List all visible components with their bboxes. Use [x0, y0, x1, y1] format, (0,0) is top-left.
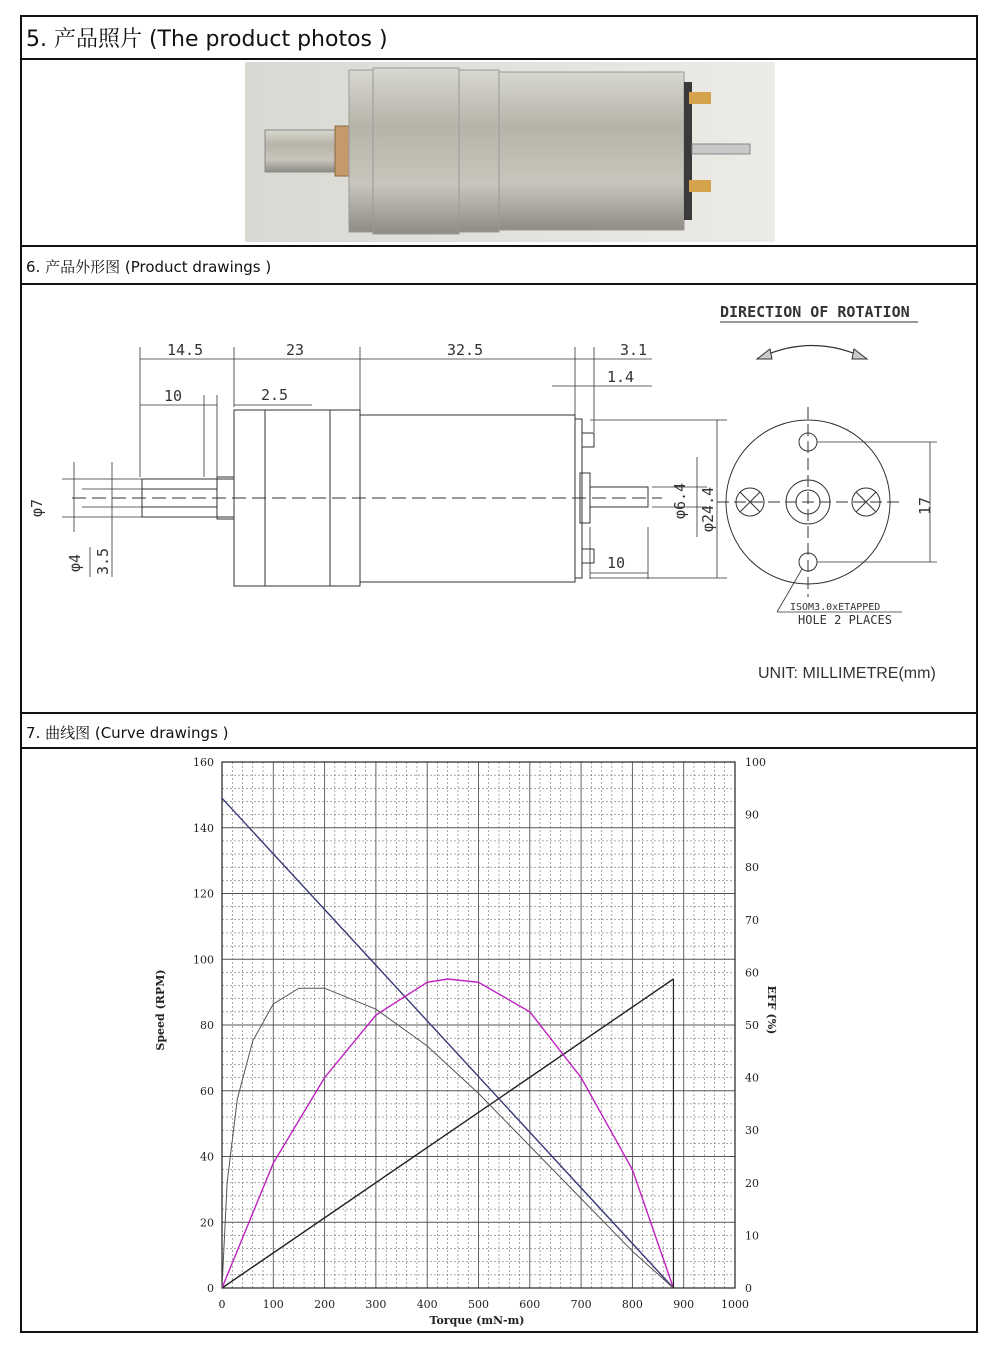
- y-right-tick-label: 100: [745, 756, 766, 769]
- y-left-tick-label: 100: [193, 953, 214, 967]
- y-right-tick-label: 70: [745, 913, 759, 927]
- y-left-tick-label: 160: [193, 756, 214, 769]
- hole-note-line1: ISOM3.0xETAPPED: [790, 602, 881, 613]
- y-left-tick-label: 120: [193, 887, 214, 901]
- y-axis-label-left: Speed (RPM): [154, 969, 167, 1051]
- dim-14-5: 14.5: [167, 341, 204, 359]
- chart-grid: [222, 762, 735, 1288]
- section-title-curves: 7. 曲线图 (Curve drawings ): [26, 724, 229, 742]
- dim-3-5: 3.5: [94, 547, 112, 575]
- y-left-tick-label: 20: [200, 1216, 214, 1230]
- dim-32-5: 32.5: [447, 341, 484, 359]
- x-tick-label: 600: [519, 1298, 541, 1311]
- y-left-tick-label: 140: [193, 821, 214, 835]
- x-tick-label: 1000: [721, 1298, 749, 1311]
- dim-10-bottom: 10: [607, 554, 626, 572]
- product-drawing: [22, 287, 977, 710]
- dim-23: 23: [286, 341, 305, 359]
- y-right-tick-label: 10: [745, 1229, 759, 1243]
- section-header-photos: [20, 15, 978, 60]
- direction-label: DIRECTION OF ROTATION: [720, 303, 910, 321]
- y-right-tick-label: 80: [745, 861, 759, 875]
- dim-phi6-4: φ6.4: [671, 482, 689, 519]
- performance-chart: [22, 750, 977, 1330]
- dim-phi24-4: φ24.4: [699, 486, 717, 532]
- hole-note-line2: HOLE 2 PLACES: [798, 613, 892, 627]
- y-right-tick-label: 20: [745, 1176, 759, 1190]
- y-left-tick-label: 0: [207, 1282, 214, 1295]
- x-tick-label: 800: [621, 1298, 643, 1311]
- y-right-tick-label: 40: [745, 1071, 759, 1085]
- section-title-photos: 5. 产品照片 (The product photos ): [26, 27, 388, 52]
- dim-phi7: φ7: [28, 498, 46, 517]
- section-header-curves: [20, 712, 978, 749]
- section-title-drawings: 6. 产品外形图 (Product drawings ): [26, 258, 272, 276]
- unit-label: UNIT: MILLIMETRE(mm): [758, 665, 936, 682]
- x-tick-label: 0: [218, 1298, 226, 1311]
- product-photo: [245, 62, 775, 242]
- y-right-tick-label: 90: [745, 808, 759, 822]
- y-right-tick-label: 30: [745, 1124, 759, 1138]
- x-tick-label: 300: [365, 1298, 387, 1311]
- section-header-drawings: [20, 245, 978, 285]
- dim-3-1: 3.1: [620, 341, 648, 359]
- y-axis-label-right: EFF (%): [765, 985, 778, 1035]
- x-tick-label: 500: [468, 1298, 489, 1311]
- y-left-tick-label: 40: [200, 1150, 214, 1164]
- dim-1-4: 1.4: [607, 368, 635, 386]
- y-left-tick-label: 60: [200, 1084, 214, 1098]
- y-right-tick-label: 60: [745, 966, 759, 980]
- x-axis-label: Torque (mN-m): [429, 1314, 525, 1327]
- dim-2-5: 2.5: [261, 386, 289, 404]
- x-tick-label: 200: [314, 1298, 336, 1311]
- dim-10-top: 10: [164, 387, 183, 405]
- x-tick-label: 400: [416, 1298, 438, 1311]
- x-tick-label: 700: [570, 1298, 592, 1311]
- end-view: [717, 346, 937, 613]
- dim-17: 17: [916, 496, 934, 515]
- x-tick-label: 100: [262, 1298, 284, 1311]
- x-tick-label: 900: [673, 1298, 695, 1311]
- dim-phi4: φ4: [66, 553, 84, 572]
- y-right-tick-label: 50: [745, 1019, 759, 1032]
- y-right-tick-label: 0: [745, 1282, 752, 1295]
- y-left-tick-label: 80: [200, 1019, 214, 1032]
